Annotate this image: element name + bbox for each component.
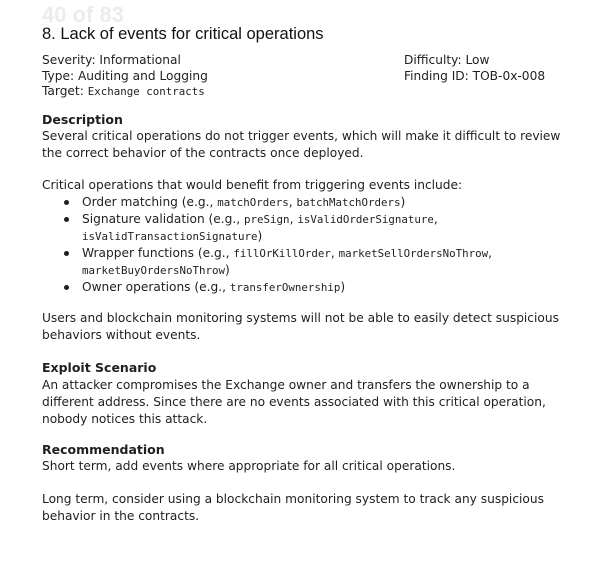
list-item-separator: , [433, 212, 438, 226]
list-item-prefix: Wrapper functions (e.g., [82, 246, 234, 260]
code-token: batchMatchOrders [296, 196, 401, 209]
code-token: fillOrKillOrder [233, 247, 331, 260]
difficulty-label: Difficulty: Low [404, 53, 490, 67]
page-counter: 40 of 83 [42, 2, 124, 27]
list-item [42, 245, 562, 279]
finding-title: 8. Lack of events for critical operations [42, 25, 324, 43]
recommendation-short-term: Short term, add events where appropriate for all critical operations. [42, 459, 456, 473]
code-token: isValidOrderSignature [297, 213, 434, 226]
target-value: Exchange contracts [87, 85, 205, 98]
description-heading: Description [42, 112, 123, 127]
code-token: marketBuyOrdersNoThrow [82, 264, 226, 277]
recommendation-long-term: Long term, consider using a blockchain monitoring system to track any suspicious behavior in the contracts. [42, 492, 544, 523]
exploit-paragraph: An attacker compromises the Exchange owner and transfers the ownership to a different address. Since there are no events associated with this critical operation, nobody notices this attack. [42, 378, 546, 426]
list-item [42, 211, 562, 245]
list-item-suffix: ) [225, 263, 230, 277]
code-token: preSign [244, 213, 290, 226]
type-label: Type: Auditing and Logging [42, 68, 208, 83]
list-item-prefix: Order matching (e.g., [82, 195, 218, 209]
finding-meta-left [42, 53, 208, 100]
list-item-suffix: ) [257, 229, 263, 243]
list-item-prefix: Owner operations (e.g., [82, 280, 230, 294]
severity-label: Severity: Informational [42, 53, 181, 67]
list-item-separator: , [488, 246, 492, 260]
code-token: transferOwnership [229, 281, 341, 294]
code-token: isValidTransactionSignature [82, 230, 258, 243]
list-item-prefix: Signature validation (e.g., [82, 212, 245, 226]
finding-id-label: Finding ID: TOB-0x-008 [404, 68, 546, 83]
list-item-separator: , [288, 195, 297, 209]
exploit-heading: Exploit Scenario [42, 360, 157, 375]
code-token: marketSellOrdersNoThrow [338, 247, 489, 260]
target-label [42, 84, 208, 100]
list-item-suffix: ) [400, 195, 406, 209]
description-paragraph-3: Users and blockchain monitoring systems will not be able to easily detect suspicious behaviors without events. [42, 311, 559, 342]
description-paragraph-2: Critical operations that would benefit from triggering events include: [42, 178, 463, 192]
list-item [42, 279, 562, 296]
code-token: matchOrders [217, 196, 289, 209]
finding-meta-right [404, 53, 545, 84]
list-item-separator: , [289, 212, 298, 226]
list-item-suffix: ) [340, 280, 346, 294]
target-prefix: Target: [42, 84, 88, 98]
list-item-separator: , [330, 246, 339, 260]
description-paragraph-1: Several critical operations do not trigger events, which will make it difficult to review the correct behavior of the contracts once deployed. [42, 129, 561, 160]
recommendation-heading: Recommendation [42, 442, 165, 457]
critical-operations-list [42, 194, 562, 296]
list-item [42, 194, 562, 211]
